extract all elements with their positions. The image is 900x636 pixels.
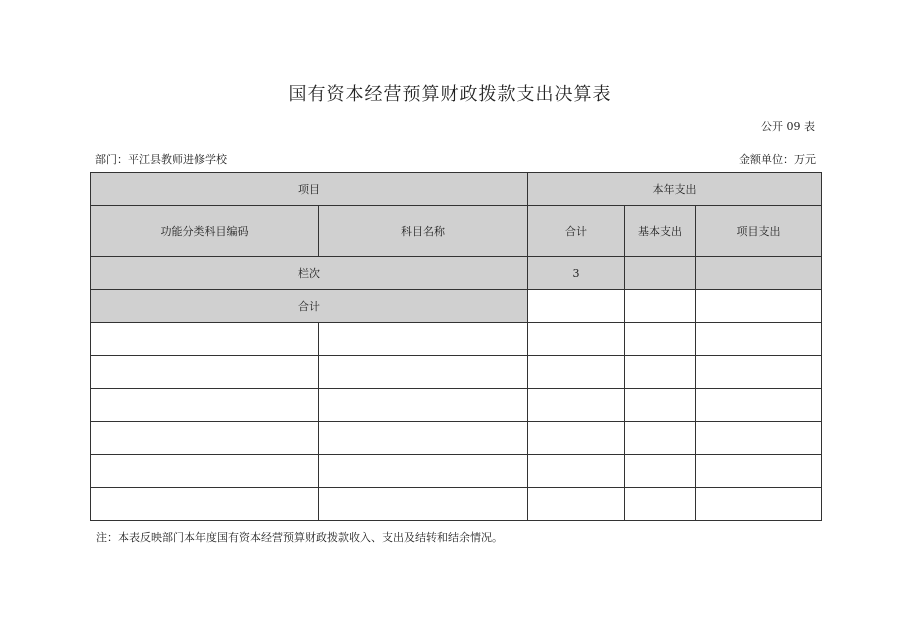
total-row-basic [625,290,696,323]
form-number: 公开 09 表 [761,120,815,133]
department-label: 部门：平江县教师进修学校 [95,153,227,166]
table-row [91,323,822,356]
header-project-spend: 项目支出 [696,206,822,257]
total-row-label: 合计 [91,290,528,323]
row-name [319,389,528,422]
row-project [696,323,822,356]
header-func-code: 功能分类科目编码 [91,206,319,257]
row-name [319,422,528,455]
header-row-1 [91,173,822,206]
row-project [696,488,822,521]
total-row-project [696,290,822,323]
table-row [91,422,822,455]
column-index-label: 栏次 [91,257,528,290]
row-basic [625,389,696,422]
row-code [91,389,319,422]
table-row [91,356,822,389]
table-row [91,389,822,422]
column-index-project [696,257,822,290]
row-project [696,455,822,488]
table-row [91,455,822,488]
header-current-year-spend: 本年支出 [528,173,822,206]
row-basic [625,422,696,455]
header-basic-spend: 基本支出 [625,206,696,257]
header-total: 合计 [528,206,625,257]
row-code [91,323,319,356]
header-project: 项目 [91,173,528,206]
column-index-total: 3 [528,257,625,290]
row-code [91,455,319,488]
row-name [319,488,528,521]
row-basic [625,455,696,488]
page-title: 国有资本经营预算财政拨款支出决算表 [288,84,612,105]
total-row-total [528,290,625,323]
row-total [528,389,625,422]
header-row-2 [91,206,822,257]
row-code [91,356,319,389]
row-project [696,422,822,455]
row-name [319,455,528,488]
row-basic [625,323,696,356]
header-subject-name: 科目名称 [319,206,528,257]
row-total [528,323,625,356]
total-row [91,290,822,323]
row-code [91,488,319,521]
expenditure-table [90,172,822,521]
row-name [319,356,528,389]
column-index-basic [625,257,696,290]
row-total [528,422,625,455]
row-project [696,356,822,389]
column-index-row [91,257,822,290]
row-project [696,389,822,422]
row-total [528,455,625,488]
row-basic [625,488,696,521]
amount-unit-label: 金额单位：万元 [739,153,816,166]
row-total [528,488,625,521]
table-row [91,488,822,521]
row-total [528,356,625,389]
row-code [91,422,319,455]
row-basic [625,356,696,389]
footnote: 注：本表反映部门本年度国有资本经营预算财政拨款收入、支出及结转和结余情况。 [96,531,503,544]
row-name [319,323,528,356]
